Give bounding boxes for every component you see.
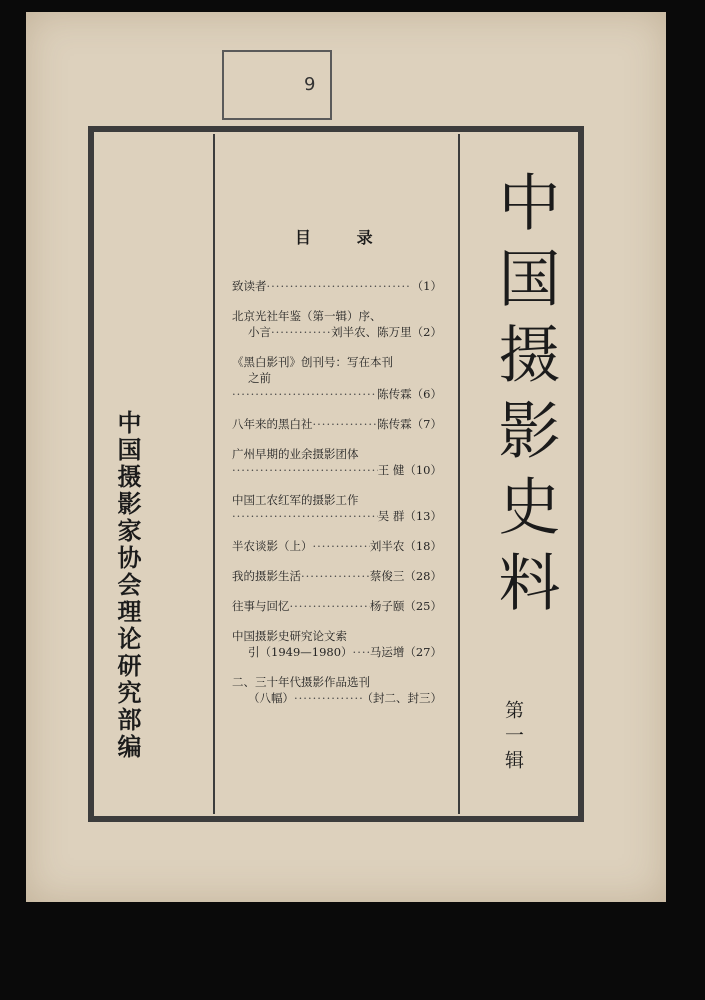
toc-heading: 目 录 bbox=[295, 228, 393, 247]
entry-author: 王 健 bbox=[377, 463, 405, 477]
entry-page: （10） bbox=[404, 463, 442, 477]
entry-title: 北京光社年鉴（第一辑）序、 bbox=[232, 309, 382, 323]
entry-author: 马运增 bbox=[369, 645, 405, 659]
list-item bbox=[232, 416, 442, 432]
entry-title: 中国摄影史研究论文索 bbox=[232, 629, 347, 643]
stamp-box bbox=[222, 50, 332, 120]
entry-title-cont: 之前 bbox=[248, 371, 271, 385]
entry-page: （18） bbox=[404, 539, 442, 553]
entry-title-cont: 小言 bbox=[248, 325, 271, 339]
entry-title: 致读者 bbox=[232, 279, 267, 293]
entry-author: 刘半农、陈万里 bbox=[331, 325, 412, 339]
entry-title: 广州早期的业余摄影团体 bbox=[232, 447, 359, 461]
list-item bbox=[232, 674, 442, 706]
entry-author: 陈传霖 bbox=[377, 387, 412, 401]
list-item bbox=[232, 354, 442, 402]
entry-page: （27） bbox=[404, 645, 442, 659]
list-item bbox=[232, 538, 442, 554]
entry-title: 二、三十年代摄影作品选刊 bbox=[232, 675, 370, 689]
entry-title-cont: （八幅） bbox=[248, 691, 294, 705]
entry-page: （7） bbox=[411, 417, 442, 431]
list-item bbox=[232, 278, 442, 294]
entry-title: 往事与回忆 bbox=[232, 599, 290, 613]
entry-title: 我的摄影生活 bbox=[232, 569, 301, 583]
list-item bbox=[232, 492, 442, 524]
list-item bbox=[232, 446, 442, 478]
entry-title-cont: 引（1949—1980） bbox=[248, 645, 353, 659]
list-item bbox=[232, 568, 442, 584]
entry-page: （28） bbox=[404, 569, 442, 583]
entry-page: （1） bbox=[411, 279, 442, 293]
entry-page: （6） bbox=[411, 387, 442, 401]
list-item bbox=[232, 598, 442, 614]
publisher-name: 中国摄影家协会理论研究部编 bbox=[113, 410, 141, 761]
table-of-contents bbox=[232, 278, 442, 706]
entry-author: 蔡俊三 bbox=[369, 569, 405, 583]
entry-author: 陈传霖 bbox=[377, 417, 412, 431]
issue-number: 第一辑 bbox=[502, 700, 524, 775]
entry-title: 《黑白影刊》创刊号：写在本刊 bbox=[232, 355, 393, 369]
entry-page: （封二、封三） bbox=[361, 691, 442, 705]
entry-author: 刘半农 bbox=[369, 539, 405, 553]
list-item bbox=[232, 628, 442, 660]
entry-page: （13） bbox=[404, 509, 442, 523]
divider-right bbox=[458, 134, 460, 814]
list-item bbox=[232, 308, 442, 340]
entry-author: 杨子颐 bbox=[369, 599, 405, 613]
page-title: 中国摄影史料 bbox=[488, 170, 561, 626]
entry-author: 吴 群 bbox=[377, 509, 405, 523]
entry-page: （2） bbox=[411, 325, 442, 339]
entry-title: 中国工农红军的摄影工作 bbox=[232, 493, 359, 507]
stamp-mark: 9 bbox=[304, 74, 316, 95]
entry-title: 半农谈影（上） bbox=[232, 539, 313, 553]
divider-left bbox=[213, 134, 215, 814]
entry-title: 八年来的黑白社 bbox=[232, 417, 313, 431]
entry-page: （25） bbox=[404, 599, 442, 613]
